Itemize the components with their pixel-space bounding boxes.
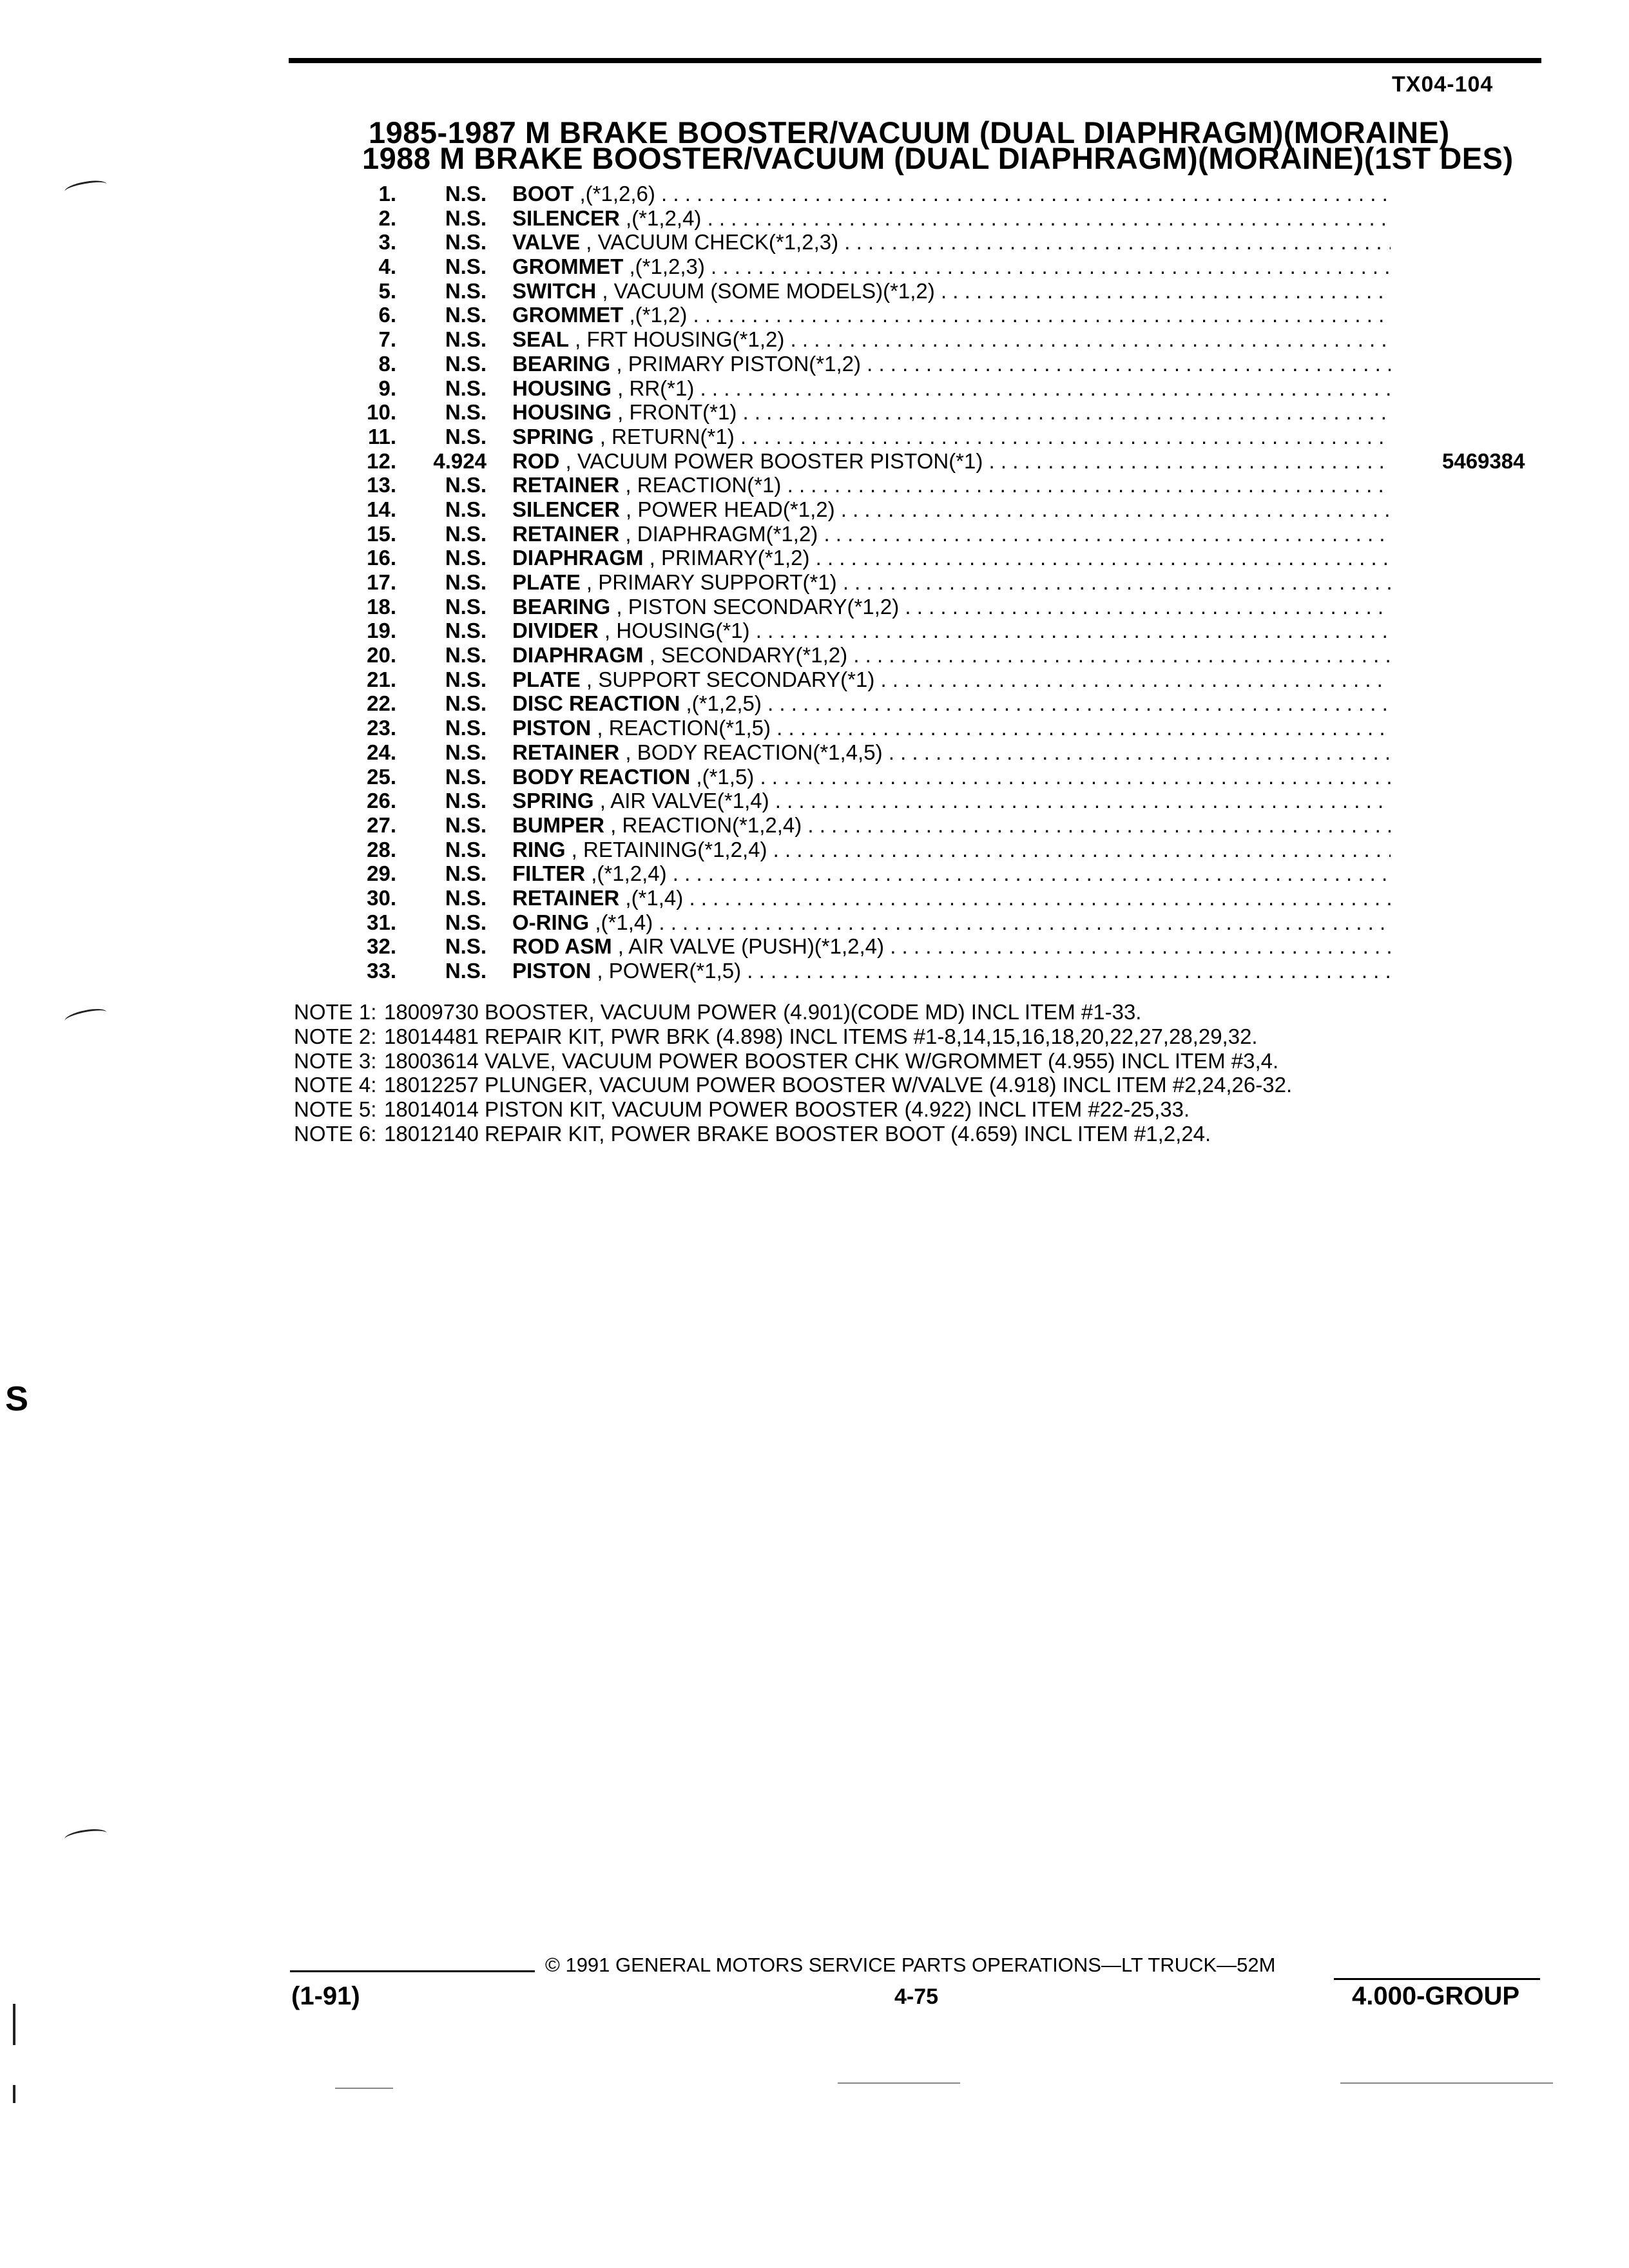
item-detail: , POWER(*1,5) <box>591 959 742 983</box>
list-item <box>335 838 1559 862</box>
list-item <box>335 449 1559 474</box>
item-code: N.S. <box>445 643 487 668</box>
note-row <box>294 1000 1292 1024</box>
item-number: 18. <box>367 594 396 619</box>
list-item <box>335 352 1559 376</box>
item-detail: ,(*1,4) <box>619 885 684 910</box>
item-description <box>512 497 1391 522</box>
margin-mark: S <box>5 1379 29 1418</box>
item-number: 1. <box>378 182 396 206</box>
item-number: 25. <box>367 764 396 789</box>
list-item <box>335 230 1559 255</box>
item-detail: ,(*1,2,6) <box>574 182 655 206</box>
item-name: PLATE <box>512 667 581 691</box>
item-description <box>512 934 1391 959</box>
item-number: 14. <box>367 497 396 521</box>
item-detail: , REACTION(*1) <box>619 473 782 497</box>
item-name: BUMPER <box>512 812 605 837</box>
item-name: RETAINER <box>512 740 620 764</box>
note-label: NOTE 5: <box>294 1097 377 1122</box>
item-code: N.S. <box>445 740 487 764</box>
notes-section <box>294 1000 1292 1146</box>
item-description <box>512 619 1391 643</box>
item-description <box>512 861 1391 886</box>
list-item <box>335 400 1559 425</box>
note-row <box>294 1049 1292 1073</box>
item-code: N.S. <box>445 885 487 910</box>
item-description <box>512 570 1391 595</box>
item-detail: , REACTION(*1,2,4) <box>604 812 802 837</box>
list-item <box>335 182 1559 206</box>
item-number: 15. <box>367 521 396 546</box>
item-description <box>512 255 1391 279</box>
binder-hole-mark <box>64 1006 108 1026</box>
item-detail: , SUPPORT SECONDARY(*1) <box>580 667 875 691</box>
top-rule <box>289 58 1541 63</box>
copyright-text: © 1991 GENERAL MOTORS SERVICE PARTS OPERATIONS—LT TRUCK—52M <box>545 1954 1276 1976</box>
list-item <box>335 643 1559 668</box>
item-description <box>512 740 1391 765</box>
item-description <box>512 449 1391 474</box>
item-code: N.S. <box>445 812 487 837</box>
item-name: SPRING <box>512 789 594 813</box>
list-item <box>335 740 1559 765</box>
item-name: SPRING <box>512 424 594 448</box>
list-item <box>335 303 1559 327</box>
list-item <box>335 497 1559 522</box>
item-name: BOOT <box>512 182 574 206</box>
item-name: VALVE <box>512 230 581 255</box>
item-number: 7. <box>378 327 396 352</box>
item-number: 10. <box>367 400 396 425</box>
item-detail: , PRIMARY(*1,2) <box>643 546 810 570</box>
item-description <box>512 668 1391 692</box>
item-code: N.S. <box>445 230 487 255</box>
item-name: O-RING <box>512 910 590 934</box>
item-detail: , DIAPHRAGM(*1,2) <box>619 521 818 546</box>
item-description <box>512 352 1391 376</box>
page-subtitle: 1988 M BRAKE BOOSTER/VACUUM (DUAL DIAPHRAGM)(MORAINE)(1ST DES) <box>362 141 1514 175</box>
list-item <box>335 934 1559 959</box>
list-item <box>335 619 1559 643</box>
list-item <box>335 959 1559 983</box>
item-description <box>512 376 1391 401</box>
item-name: RETAINER <box>512 521 620 546</box>
list-item <box>335 765 1559 789</box>
item-detail: , BODY REACTION(*1,4,5) <box>619 740 883 764</box>
item-description <box>512 789 1391 813</box>
item-name: PISTON <box>512 959 592 983</box>
item-name: BEARING <box>512 594 611 619</box>
list-item <box>335 691 1559 716</box>
item-number: 19. <box>367 619 396 643</box>
item-code: N.S. <box>445 327 487 352</box>
item-detail: ,(*1,2,5) <box>680 691 762 716</box>
note-label: NOTE 4: <box>294 1073 377 1097</box>
item-name: SILENCER <box>512 497 620 521</box>
item-number: 26. <box>367 789 396 813</box>
item-detail: , PRIMARY SUPPORT(*1) <box>580 570 837 594</box>
item-detail: , REACTION(*1,5) <box>591 716 771 740</box>
item-number: 6. <box>378 303 396 327</box>
item-description <box>512 595 1391 619</box>
list-item <box>335 789 1559 813</box>
note-row <box>294 1097 1292 1122</box>
item-description <box>512 546 1391 570</box>
item-detail: ,(*1,4) <box>589 910 653 934</box>
note-text: 18012257 PLUNGER, VACUUM POWER BOOSTER W/VALVE (4.918) INCL ITEM #2,24,26-32. <box>384 1073 1293 1097</box>
note-text: 18009730 BOOSTER, VACUUM POWER (4.901)(CODE MD) INCL ITEM #1-33. <box>384 1000 1142 1024</box>
margin-tick <box>13 2085 15 2103</box>
parts-list <box>335 182 1559 983</box>
item-detail: , POWER HEAD(*1,2) <box>619 497 835 521</box>
item-code: N.S. <box>445 619 487 643</box>
item-code: N.S. <box>445 424 487 448</box>
list-item <box>335 425 1559 449</box>
item-number: 22. <box>367 691 396 716</box>
list-item <box>335 376 1559 401</box>
note-row <box>294 1122 1292 1146</box>
item-code: N.S. <box>445 764 487 789</box>
page-number: 4-75 <box>894 1984 939 2009</box>
item-name: GROMMET <box>512 255 624 279</box>
item-code: N.S. <box>445 255 487 279</box>
item-name: RETAINER <box>512 473 620 497</box>
footer-rule-left <box>290 1970 535 1972</box>
item-detail: , HOUSING(*1) <box>598 619 750 643</box>
item-detail: , PRIMARY PISTON(*1,2) <box>610 351 861 376</box>
item-number: 20. <box>367 643 396 668</box>
note-label: NOTE 1: <box>294 1000 377 1024</box>
item-name: BEARING <box>512 351 611 376</box>
list-item <box>335 522 1559 546</box>
item-description <box>512 765 1391 789</box>
item-code: N.S. <box>445 910 487 934</box>
list-item <box>335 206 1559 231</box>
item-name: HOUSING <box>512 400 612 425</box>
item-detail: , VACUUM CHECK(*1,2,3) <box>580 230 839 255</box>
list-item <box>335 910 1559 935</box>
list-item <box>335 255 1559 279</box>
item-number: 33. <box>367 959 396 983</box>
item-description <box>512 643 1391 668</box>
item-code: N.S. <box>445 594 487 619</box>
list-item <box>335 595 1559 619</box>
item-code: N.S. <box>445 667 487 691</box>
item-code: N.S. <box>445 521 487 546</box>
item-description <box>512 400 1391 425</box>
item-number: 2. <box>378 206 396 230</box>
item-name: PLATE <box>512 570 581 594</box>
item-number: 11. <box>367 424 396 448</box>
item-detail: ,(*1,2,4) <box>585 861 667 886</box>
item-detail: , SECONDARY(*1,2) <box>643 643 848 668</box>
item-name: ROD <box>512 448 560 473</box>
item-detail: , RETURN(*1) <box>593 424 735 448</box>
item-number: 5. <box>378 278 396 303</box>
item-code: N.S. <box>445 278 487 303</box>
item-code: N.S. <box>445 473 487 497</box>
item-number: 31. <box>367 910 396 934</box>
item-description <box>512 886 1391 910</box>
note-label: NOTE 3: <box>294 1048 377 1073</box>
item-description <box>512 838 1391 862</box>
item-number: 9. <box>378 376 396 400</box>
item-name: PISTON <box>512 716 592 740</box>
item-detail: , AIR VALVE(*1,4) <box>593 789 769 813</box>
item-code: N.S. <box>445 546 487 570</box>
item-name: BODY REACTION <box>512 764 691 789</box>
item-number: 8. <box>378 351 396 376</box>
margin-tick <box>13 2004 15 2045</box>
item-number: 21. <box>367 667 396 691</box>
item-detail: , RR(*1) <box>612 376 695 400</box>
item-description <box>512 279 1391 303</box>
item-detail: , FRONT(*1) <box>612 400 737 425</box>
note-row <box>294 1073 1292 1097</box>
item-description <box>512 910 1391 935</box>
item-name: HOUSING <box>512 376 612 400</box>
item-name: GROMMET <box>512 303 624 327</box>
item-code: N.S. <box>445 376 487 400</box>
scan-line <box>838 2082 960 2084</box>
item-name: FILTER <box>512 861 586 886</box>
item-code: N.S. <box>445 182 487 206</box>
item-description <box>512 716 1391 740</box>
item-description <box>512 303 1391 327</box>
list-item <box>335 546 1559 570</box>
item-code: N.S. <box>445 861 487 886</box>
note-text: 18014014 PISTON KIT, VACUUM POWER BOOSTER (4.922) INCL ITEM #22-25,33. <box>384 1097 1190 1122</box>
item-description <box>512 691 1391 716</box>
item-name: SWITCH <box>512 278 597 303</box>
item-number: 32. <box>367 934 396 959</box>
note-text: 18014481 REPAIR KIT, PWR BRK (4.898) INCL ITEMS #1-8,14,15,16,18,20,22,27,28,29,32. <box>384 1024 1258 1048</box>
item-name: DIVIDER <box>512 619 599 643</box>
item-code: N.S. <box>445 351 487 376</box>
item-code: N.S. <box>445 206 487 230</box>
footer-rule-right <box>1334 1978 1540 1980</box>
item-code: N.S. <box>445 570 487 594</box>
item-detail: ,(*1,2,3) <box>623 255 705 279</box>
item-description <box>512 813 1391 838</box>
item-number: 4. <box>378 255 396 279</box>
item-description <box>512 182 1391 206</box>
item-code: N.S. <box>445 837 487 861</box>
note-text: 18003614 VALVE, VACUUM POWER BOOSTER CHK W/GROMMET (4.955) INCL ITEM #3,4. <box>384 1048 1279 1073</box>
item-name: DISC REACTION <box>512 691 680 716</box>
binder-hole-mark <box>64 1827 108 1845</box>
item-detail: , RETAINING(*1,2,4) <box>565 837 767 861</box>
scan-line <box>335 2088 393 2089</box>
item-detail: , VACUUM (SOME MODELS)(*1,2) <box>596 278 935 303</box>
item-description <box>512 522 1391 546</box>
group-label: 4.000-GROUP <box>1352 1982 1520 2010</box>
page-id: TX04-104 <box>1392 72 1494 97</box>
list-item <box>335 716 1559 740</box>
item-number: 24. <box>367 740 396 764</box>
item-detail: , VACUUM POWER BOOSTER PISTON(*1) <box>559 448 983 473</box>
item-code: N.S. <box>445 959 487 983</box>
list-item <box>335 327 1559 352</box>
item-code: N.S. <box>445 303 487 327</box>
item-name: RING <box>512 837 566 861</box>
item-number: 30. <box>367 885 396 910</box>
item-number: 13. <box>367 473 396 497</box>
item-number: 23. <box>367 716 396 740</box>
item-description <box>512 206 1391 231</box>
item-detail: , AIR VALVE (PUSH)(*1,2,4) <box>612 934 885 959</box>
item-code: N.S. <box>445 497 487 521</box>
item-description <box>512 327 1391 352</box>
item-code: N.S. <box>445 716 487 740</box>
scan-line <box>1340 2082 1553 2084</box>
item-code: N.S. <box>445 400 487 425</box>
list-item <box>335 279 1559 303</box>
item-number: 12. <box>367 448 396 473</box>
list-item <box>335 813 1559 838</box>
item-code: N.S. <box>445 934 487 959</box>
list-item <box>335 861 1559 886</box>
item-number: 27. <box>367 812 396 837</box>
list-item <box>335 668 1559 692</box>
item-name: SEAL <box>512 327 570 352</box>
item-number: 3. <box>378 230 396 255</box>
item-name: DIAPHRAGM <box>512 643 644 668</box>
list-item <box>335 473 1559 497</box>
part-number: 5469384 <box>1442 448 1525 473</box>
note-text: 18012140 REPAIR KIT, POWER BRAKE BOOSTER BOOT (4.659) INCL ITEM #1,2,24. <box>384 1121 1211 1146</box>
item-number: 29. <box>367 861 396 886</box>
binder-hole-mark <box>64 178 108 197</box>
item-detail: , PISTON SECONDARY(*1,2) <box>610 594 900 619</box>
item-name: RETAINER <box>512 885 620 910</box>
item-detail: ,(*1,2) <box>623 303 688 327</box>
item-name: DIAPHRAGM <box>512 546 644 570</box>
note-label: NOTE 6: <box>294 1121 377 1146</box>
edition-label: (1-91) <box>291 1982 360 2010</box>
note-row <box>294 1024 1292 1049</box>
item-description <box>512 230 1391 255</box>
page-title: 1985-1987 M BRAKE BOOSTER/VACUUM (DUAL DIAPHRAGM)(MORAINE) <box>369 115 1450 149</box>
item-name: ROD ASM <box>512 934 612 959</box>
item-code: 4.924 <box>433 448 487 473</box>
item-description <box>512 959 1391 983</box>
item-code: N.S. <box>445 789 487 813</box>
item-detail: , FRT HOUSING(*1,2) <box>569 327 785 352</box>
item-detail: ,(*1,2,4) <box>619 206 702 230</box>
item-detail: ,(*1,5) <box>690 764 755 789</box>
item-description <box>512 425 1391 449</box>
item-number: 17. <box>367 570 396 594</box>
item-name: SILENCER <box>512 206 620 230</box>
item-description <box>512 473 1391 497</box>
note-label: NOTE 2: <box>294 1024 377 1048</box>
item-code: N.S. <box>445 691 487 716</box>
list-item <box>335 570 1559 595</box>
item-number: 28. <box>367 837 396 861</box>
item-number: 16. <box>367 546 396 570</box>
list-item <box>335 886 1559 910</box>
